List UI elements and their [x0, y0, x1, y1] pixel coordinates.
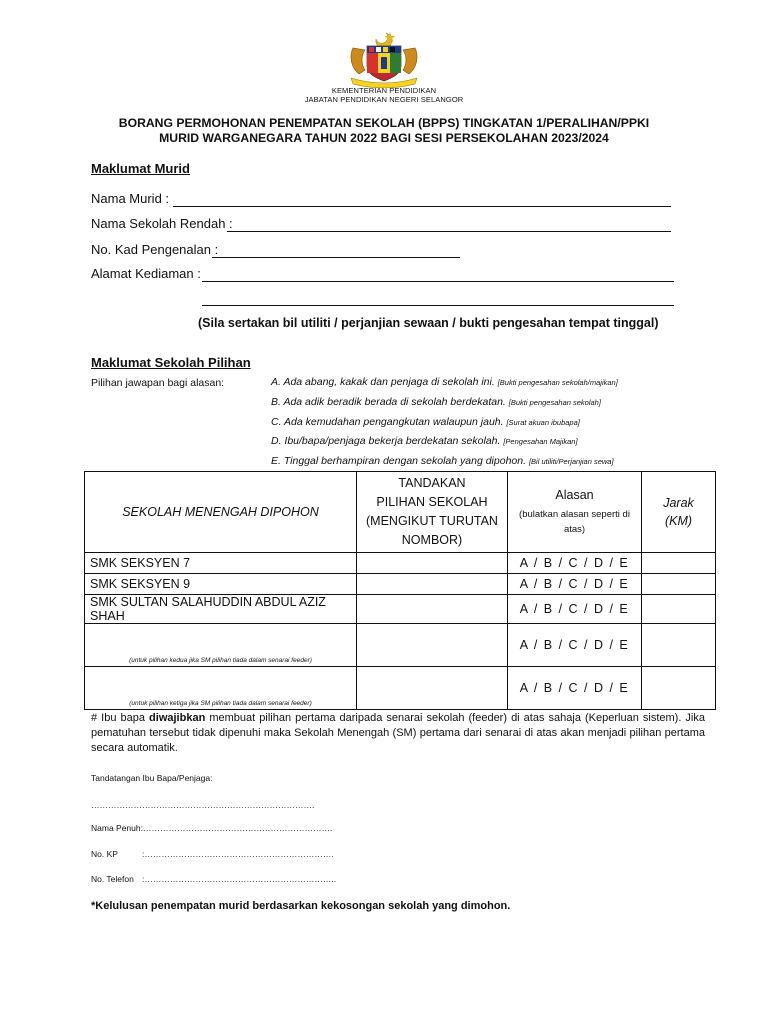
- department-name: JABATAN PENDIDIKAN NEGERI SELANGOR: [304, 95, 464, 104]
- col-mark-header-line-1: TANDAKAN: [398, 476, 466, 490]
- reason-c-proof: [Surat akuan ibubapa]: [506, 418, 580, 427]
- distance-cell[interactable]: [642, 624, 716, 667]
- phone-label: No. Telefon: [91, 874, 134, 884]
- full-name-label: Nama Penuh:: [91, 823, 143, 833]
- feeder-notice: [91, 711, 705, 756]
- col-reason-subtitle: (bulatkan alasan seperti di atas): [519, 508, 630, 535]
- student-name-field[interactable]: [173, 206, 671, 207]
- full-name-line[interactable]: ………………………………………………………….: [142, 823, 333, 833]
- reason-b-text: B. Ada adik beradik berada di sekolah berdekatan.: [271, 396, 506, 408]
- ic-number-label: No. Kad Pengenalan :: [91, 242, 219, 257]
- signature-line[interactable]: …………………………………………………………………….: [91, 800, 315, 810]
- form-title: [0, 116, 768, 146]
- jata-negara-crest: [345, 30, 423, 88]
- reason-e-text: E. Tinggal berhampiran dengan sekolah yang dipohon.: [271, 455, 527, 467]
- reason-d-text: D. Ibu/bapa/penjaga bekerja berdekatan sekolah.: [271, 435, 501, 447]
- table-row: [85, 667, 716, 710]
- notice-rest: membuat pilihan pertama daripada senarai sekolah (feeder) di atas sahaja (Keperluan sistem). Jika pematuhan tersebut tidak dipenuhi maka Sekolah Menengah (SM) pertama dari senarai di atas akan menjadi pilihan pertama secara automatik.: [91, 712, 705, 754]
- notice-prefix: # Ibu bapa: [91, 712, 150, 724]
- school-name-cell: SMK SULTAN SALAHUDDIN ABDUL AZIZ SHAH: [85, 595, 357, 624]
- ic-number-field[interactable]: [212, 257, 460, 258]
- address-field-line-2[interactable]: [202, 305, 674, 306]
- reasons-label: Pilihan jawapan bagi alasan:: [91, 377, 225, 389]
- reason-d-proof: [Pengesahan Majikan]: [503, 437, 578, 446]
- distance-cell[interactable]: [642, 574, 716, 595]
- second-choice-hint: (untuk pilihan kedua jika SM pilihan tiada dalam senarai feeder): [129, 657, 312, 664]
- choice-order-cell[interactable]: [357, 574, 508, 595]
- reason-e: [271, 455, 614, 467]
- choice-order-cell[interactable]: [357, 595, 508, 624]
- distance-cell[interactable]: [642, 553, 716, 574]
- second-choice-school-cell[interactable]: [85, 624, 357, 667]
- reason-a: [271, 376, 618, 388]
- reason-a-text: A. Ada abang, kakak dan penjaga di sekolah ini.: [271, 376, 495, 388]
- signature-label: Tandatangan Ibu Bapa/Penjaga:: [91, 773, 213, 783]
- reason-options-cell[interactable]: A / B / C / D / E: [508, 595, 642, 624]
- col-mark-header-line-3: (MENGIKUT TURUTAN: [366, 514, 498, 528]
- reason-d: [271, 435, 578, 447]
- school-choice-table: [84, 471, 716, 710]
- school-name-cell: SMK SEKSYEN 7: [85, 553, 357, 574]
- kp-line[interactable]: :………………………………………………………….: [142, 849, 334, 859]
- phone-line[interactable]: :…………………………………………………………..: [142, 874, 337, 884]
- third-choice-hint: (untuk pilihan ketiga jika SM pilihan tiada dalam senarai feeder): [129, 700, 312, 707]
- table-row: [85, 624, 716, 667]
- col-distance-header: [642, 472, 716, 553]
- form-title-line-2: MURID WARGANEGARA TAHUN 2022 BAGI SESI PERSEKOLAHAN 2023/2024: [159, 131, 609, 145]
- address-label: Alamat Kediaman :: [91, 266, 201, 281]
- notice-bold-word: diwajibkan: [149, 712, 206, 724]
- reason-options-cell[interactable]: A / B / C / D / E: [508, 574, 642, 595]
- distance-cell[interactable]: [642, 595, 716, 624]
- approval-note: *Kelulusan penempatan murid berdasarkan kekosongan sekolah yang dimohon.: [91, 900, 511, 912]
- col-mark-header-line-2: PILIHAN SEKOLAH: [376, 495, 488, 509]
- choice-order-cell[interactable]: [357, 667, 508, 710]
- choice-order-cell[interactable]: [357, 553, 508, 574]
- kp-label: No. KP: [91, 849, 118, 859]
- distance-cell[interactable]: [642, 667, 716, 710]
- table-header-row: [85, 472, 716, 553]
- col-reason-header: [508, 472, 642, 553]
- table-row: [85, 553, 716, 574]
- table-row: [85, 574, 716, 595]
- reason-options-cell[interactable]: A / B / C / D / E: [508, 624, 642, 667]
- reason-options-cell[interactable]: A / B / C / D / E: [508, 553, 642, 574]
- col-reason-title: Alasan: [555, 487, 594, 502]
- primary-school-field[interactable]: [227, 231, 671, 232]
- reason-c: [271, 416, 580, 428]
- reason-b-proof: [Bukti pengesahan sekolah]: [508, 398, 601, 407]
- address-field-line-1[interactable]: [202, 281, 674, 282]
- third-choice-school-cell[interactable]: [85, 667, 357, 710]
- form-title-line-1: BORANG PERMOHONAN PENEMPATAN SEKOLAH (BPPS) TINGKATAN 1/PERALIHAN/PPKI: [118, 116, 650, 130]
- primary-school-label: Nama Sekolah Rendah :: [91, 216, 233, 231]
- address-proof-note: (Sila sertakan bil utiliti / perjanjian sewaan / bukti pengesahan tempat tinggal): [198, 316, 659, 330]
- reason-a-proof: [Bukti pengesahan sekolah/majikan]: [497, 378, 618, 387]
- ministry-name: KEMENTERIAN PENDIDIKAN: [331, 86, 437, 95]
- reason-c-text: C. Ada kemudahan pengangkutan walaupun jauh.: [271, 416, 504, 428]
- col-mark-header: [357, 472, 508, 553]
- reason-b: [271, 396, 601, 408]
- col-distance-line-1: Jarak: [663, 496, 694, 510]
- col-mark-header-line-4: NOMBOR): [401, 533, 463, 547]
- col-school-header: SEKOLAH MENENGAH DIPOHON: [85, 472, 357, 553]
- choice-order-cell[interactable]: [357, 624, 508, 667]
- student-info-heading: Maklumat Murid: [91, 161, 190, 176]
- table-row: [85, 595, 716, 624]
- student-name-label: Nama Murid :: [91, 191, 170, 206]
- col-distance-line-2: (KM): [664, 514, 693, 528]
- reason-options-cell[interactable]: A / B / C / D / E: [508, 667, 642, 710]
- school-choice-heading: Maklumat Sekolah Pilihan: [91, 355, 251, 370]
- reason-e-proof: [Bil utiliti/Perjanjian sewa]: [528, 457, 614, 466]
- full-name-row: [91, 823, 332, 833]
- school-name-cell: SMK SEKSYEN 9: [85, 574, 357, 595]
